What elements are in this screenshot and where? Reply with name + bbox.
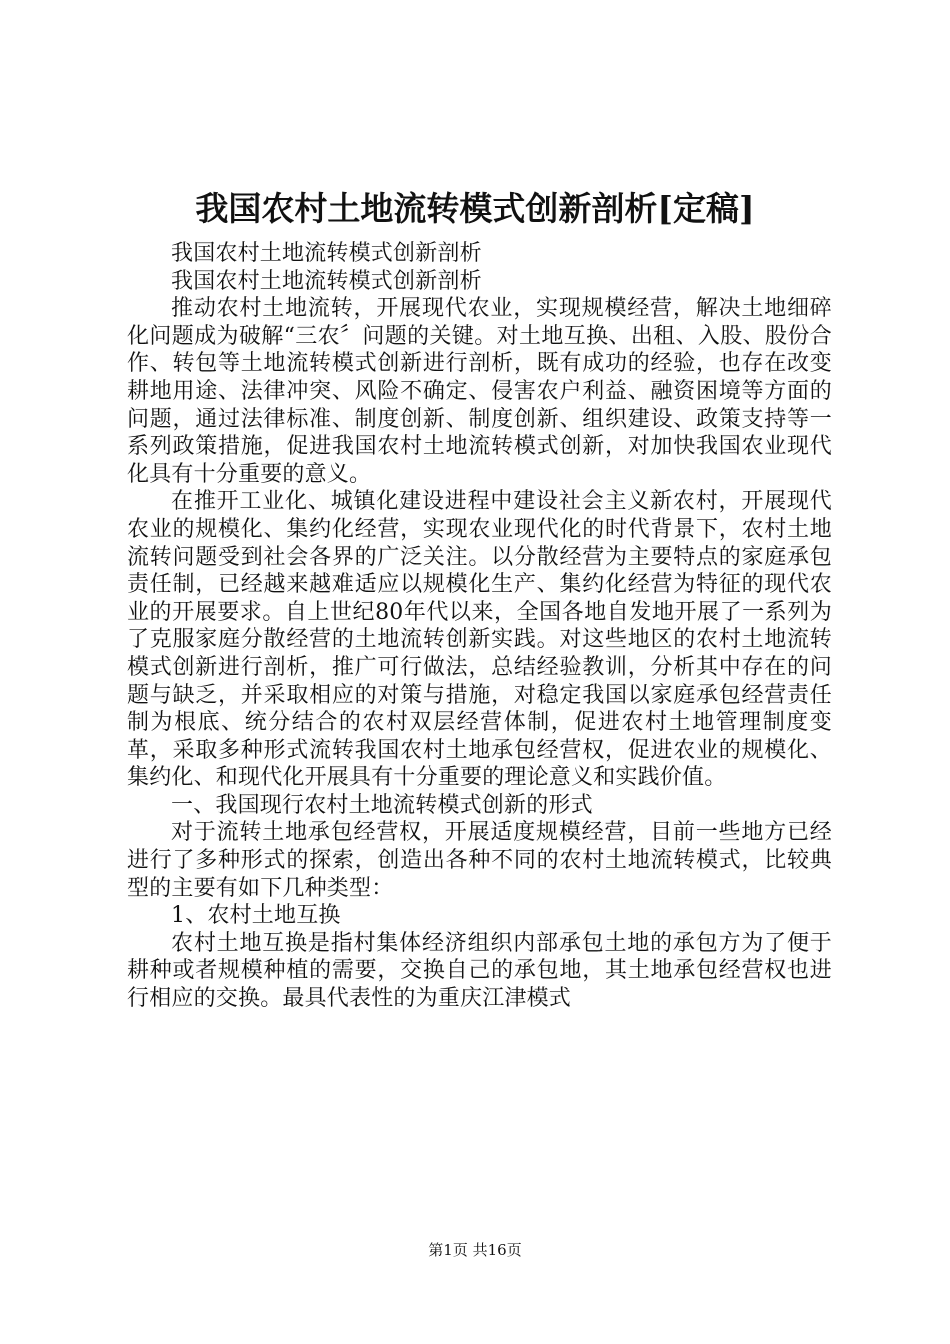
paragraph-land-exchange: 农村土地互换是指村集体经济组织内部承包土地的承包方为了便于耕种或者规模种植的需要，交换自己的承包地，其土地承包经营权也进行相应的交换。最具代表性的为重庆江津模式 <box>127 930 832 1012</box>
document-title: 我国农村土地流转模式创新剖析[定稿] <box>195 189 755 228</box>
page-number-footer: 第1页 共16页 <box>428 1241 522 1259</box>
paragraph-subtitle-2: 我国农村土地流转模式创新剖析 <box>171 268 482 294</box>
paragraph-abstract: 推动农村土地流转，开展现代农业，实现规模经营，解决土地细碎化问题成为破解“三农〞问题的关键。对土地互换、出租、入股、股份合作、转包等土地流转模式创新进行剖析，既有成功的经验，也存在改变耕地用途、法律冲突、风险不确定、侵害农户利益、融资困境等方面的问题，通过法律标准、制度创新、制度创新、组织建设、政策支持等一系列政策措施，促进我国农村土地流转模式创新，对加快我国农业现代化具有十分重要的意义。 <box>127 296 832 487</box>
subsection-heading-1: 1、农村土地互换 <box>171 903 341 929</box>
section-heading-1: 一、我国现行农村土地流转模式创新的形式 <box>171 792 593 818</box>
document-body <box>127 240 832 1013</box>
paragraph-section-intro: 对于流转土地承包经营权，开展适度规模经营，目前一些地方已经进行了多种形式的探索，创造出各种不同的农村土地流转模式，比较典型的主要有如下几种类型： <box>127 820 832 901</box>
paragraph-background: 在推开工业化、城镇化建设进程中建设社会主义新农村，开展现代农业的规模化、集约化经营，实现农业现代化的时代背景下，农村土地流转问题受到社会各界的广泛关注。以分散经营为主要特点的家庭承包责任制，已经越来越难适应以规模化生产、集约化经营为特征的现代农业的开展要求。自上世纪80年代以来，全国各地自发地开展了一系列为了克服家庭分散经营的土地流转创新实践。对这些地区的农村土地流转模式创新进行剖析，推广可行做法，总结经验教训，分析其中存在的问题与缺乏，并采取相应的对策与措施，对稳定我国以家庭承包经营责任制为根底、统分结合的农村双层经营体制，促进农村土地管理制度变革，采取多种形式流转我国农村土地承包经营权，促进农业的规模化、集约化、和现代化开展具有十分重要的理论意义和实践价值。 <box>127 489 832 791</box>
paragraph-subtitle-1: 我国农村土地流转模式创新剖析 <box>171 241 482 266</box>
